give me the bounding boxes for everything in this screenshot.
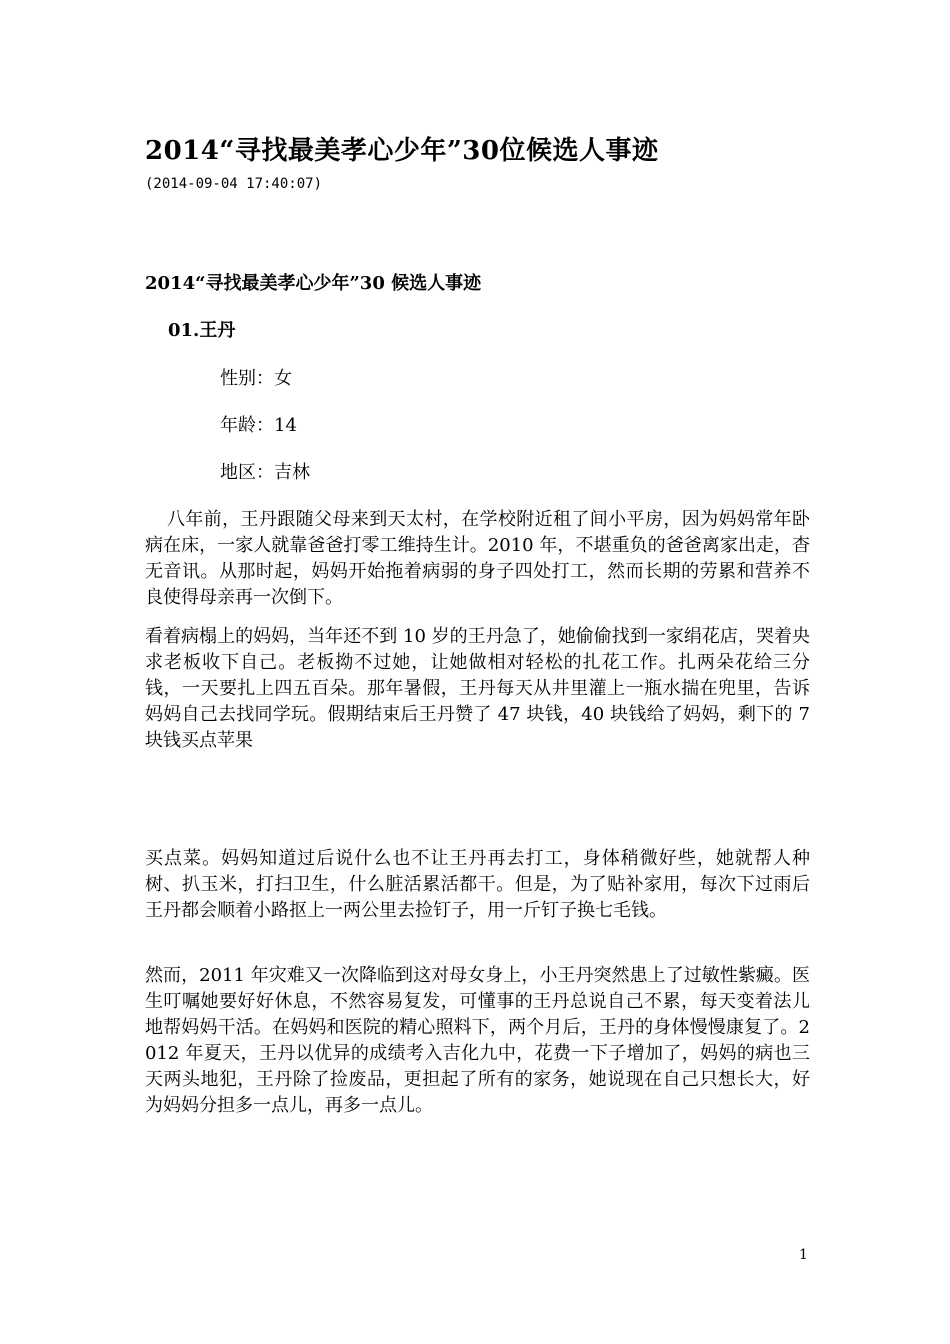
- candidate-gender: 性别：女: [220, 368, 292, 389]
- story-paragraph-3: 买点菜。妈妈知道过后说什么也不让王丹再去打工，身体稍微好些，她就帮人种树、扒玉米，打扫卫生，什么脏活累活都干。但是，为了贴补家用，每次下过雨后王丹都会顺着小路抠上一两公里去捡钉子，用一斤钉子换七毛钱。: [145, 848, 810, 921]
- page-number: 1: [799, 1247, 808, 1263]
- candidate-region: 地区：吉林: [220, 462, 310, 483]
- story-paragraph-2: 看着病榻上的妈妈，当年还不到 10 岁的王丹急了，她偷偷找到一家绢花店，哭着央求老板收下自己。老板拗不过她，让她做相对轻松的扎花工作。扎两朵花给三分钱，一天要扎上四五百朵。那年暑假，王丹每天从井里灌上一瓶水揣在兜里，告诉妈妈自己去找同学玩。假期结束后王丹赞了 47 块钱，40 块钱给了妈妈，剩下的 7 块钱买点苹果: [145, 626, 810, 751]
- candidate-age: 年龄：14: [220, 415, 297, 436]
- candidate-name: 01.王丹: [168, 320, 236, 341]
- story-paragraph-4: 然而，2011 年灾难又一次降临到这对母女身上，小王丹突然患上了过敏性紫癜。医生叮嘱她要好好休息，不然容易复发，可懂事的王丹总说自己不累，每天变着法儿地帮妈妈干活。在妈妈和医院的精心照料下，两个月后，王丹的身体慢慢康复了。2012 年夏天，王丹以优异的成绩考入吉化九中，花费一下子增加了，妈妈的病也三天两头地犯，王丹除了捡废品，更担起了所有的家务，她说现在自己只想长大，好为妈妈分担多一点儿，再多一点儿。: [145, 965, 810, 1116]
- story-paragraph-1: 八年前，王丹跟随父母来到天太村，在学校附近租了间小平房，因为妈妈常年卧病在床，一家人就靠爸爸打零工维持生计。2010 年，不堪重负的爸爸离家出走，杳无音讯。从那时起，妈妈开始拖着病弱的身子四处打工，然而长期的劳累和营养不良使得母亲再一次倒下。: [145, 509, 810, 608]
- section-title: 2014“寻找最美孝心少年”30 候选人事迹: [145, 273, 482, 294]
- document-title: 2014“寻找最美孝心少年”30位候选人事迹: [145, 136, 659, 166]
- publish-date: (2014-09-04 17:40:07): [145, 176, 323, 192]
